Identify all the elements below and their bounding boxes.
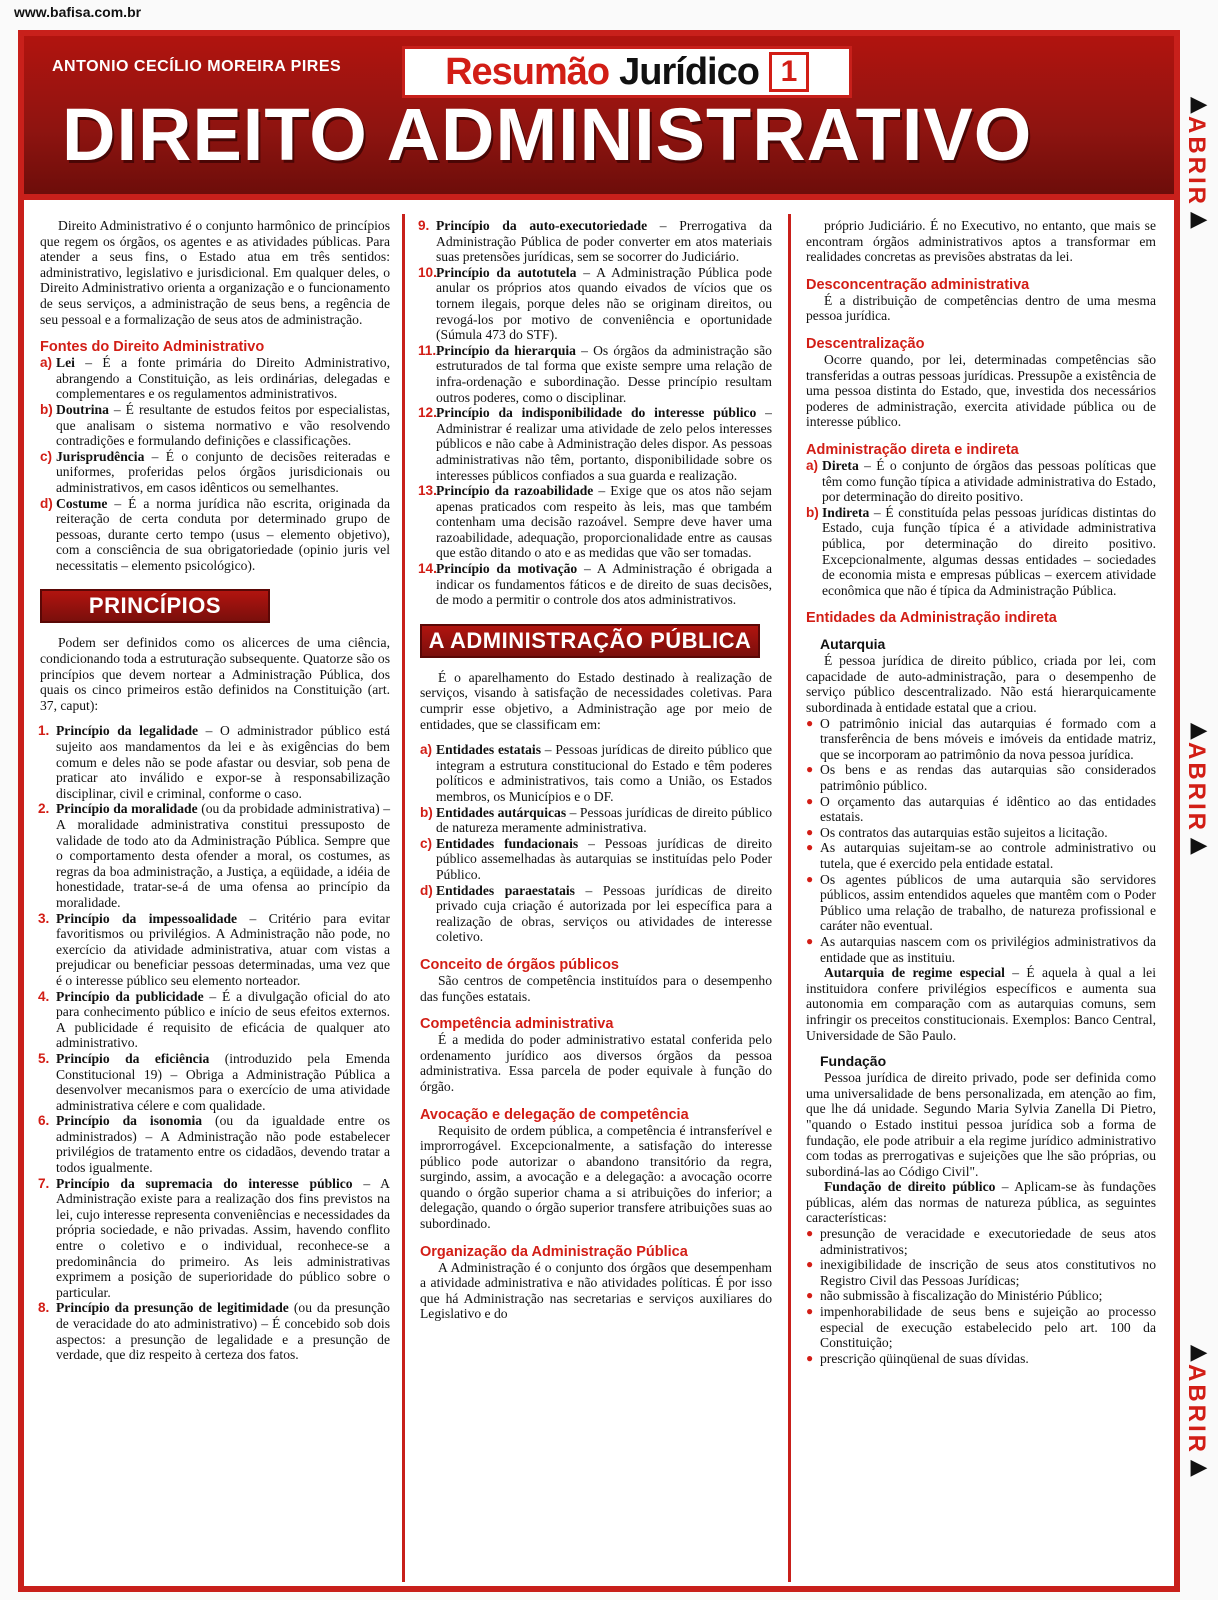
list-item xyxy=(420,742,772,804)
fundacao-publico-term: Fundação de direito público xyxy=(824,1179,996,1195)
bullet-item: ● Os agentes públicos de uma autarquia são servidores públicos, assim entendidos aqueles que mantêm com o Poder Público uma relação de trabalho, de natureza profissional e caráter não eventual. xyxy=(806,872,1156,934)
bullet-item: ● presunção de veracidade e executoriedade de seus atos administrativos; xyxy=(806,1226,1156,1257)
item-label: 6. xyxy=(38,1113,50,1129)
item-description: – É a divulgação oficial do ato para conhecimento público e início de seus efeitos externos. A publicidade é requisito de eficácia de qualquer ato administrativo. xyxy=(56,988,390,1051)
item-description: – É o conjunto de órgãos das pessoas políticas que têm como função típica a atividade administrativa do Estado, por determinação do direito positivo. xyxy=(822,457,1156,505)
side-tab-top[interactable] xyxy=(1182,92,1216,231)
side-label: ABRIR xyxy=(1183,742,1210,833)
bullet-item: ● Os contratos das autarquias estão sujeitos a licitação. xyxy=(806,825,1156,841)
principios-list-continued xyxy=(420,218,772,608)
item-term: Doutrina xyxy=(56,401,109,417)
item-description: – Pessoas jurídicas de direito público que integram a estrutura constitucional do Estado e têm poderes políticos e administrativos, tais como a União, os Estados membros, os Municípios e o DF. xyxy=(436,742,773,804)
intro-paragraph: Direito Administrativo é o conjunto harmônico de princípios que regem os órgãos, os agentes e as atividades públicas. Para atender a seus fins, o Estado atua em três sentidos: administrativo, legislativo e jurisdicional. Em qualquer deles, o Direito Administrativo orienta a organização e o funcionamento de seus serviços, a administração de seus bens, a regência de seu pessoal e a formalização de seus atos de administração. xyxy=(40,218,390,327)
item-label: 3. xyxy=(38,910,50,926)
site-url: www.bafisa.com.br xyxy=(14,4,142,20)
bullet-item: ● inexigibilidade de inscrição de seus atos constitutivos no Registro Civil das Pessoas Jurídicas; xyxy=(806,1257,1156,1288)
bullet-item: ● O orçamento das autarquias é idêntico ao das entidades estatais. xyxy=(806,794,1156,825)
item-label: 4. xyxy=(38,988,50,1004)
item-term: Direta xyxy=(822,457,859,473)
item-term: Princípio da autotutela xyxy=(436,264,577,280)
section-banner-administracao: A ADMINISTRAÇÃO PÚBLICA xyxy=(420,624,760,658)
item-label: 14. xyxy=(418,561,437,577)
item-description: – Pessoas jurídicas de direito público de natureza meramente administrativa. xyxy=(436,804,772,836)
volume-number: 1 xyxy=(769,52,809,92)
side-tab-middle[interactable] xyxy=(1182,718,1216,857)
item-label: a) xyxy=(420,742,433,758)
item-label: 9. xyxy=(418,218,430,233)
item-term: Entidades paraestatais xyxy=(436,882,575,898)
bullet-item: ● prescrição qüinqüenal de suas dívidas. xyxy=(806,1351,1156,1367)
item-description: (introduzido pela Emenda Constitucional 19) – Obriga a Administração Pública a desenvolver mecanismos para o exercício de uma atividade administrativa célere e com qualidade. xyxy=(56,1050,391,1113)
list-item xyxy=(420,883,772,945)
item-description: – A Administração existe para a realização dos fins previstos na lei, cujo interesse representa conveniências e necessidades da própria sociedade, e não privadas. Assim, havendo conflito entre o coletivo e o individual, reconhece-se a predominância do primeiro. As leis administrativas exprimem a posição de superioridade do público sobre o particular. xyxy=(56,1175,390,1300)
item-term: Princípio da impessoalidade xyxy=(56,910,238,926)
fontes-list xyxy=(40,355,390,573)
item-term: Princípio da eficiência xyxy=(56,1050,210,1066)
item-label: 2. xyxy=(38,801,50,817)
arrow-right-icon: ▶ xyxy=(1190,1339,1208,1364)
list-item xyxy=(40,1176,390,1301)
side-tab-bottom[interactable] xyxy=(1182,1340,1216,1479)
item-label: b) xyxy=(420,804,433,820)
arrow-right-icon: ▶ xyxy=(1190,832,1208,857)
arrow-right-icon: ▶ xyxy=(1190,717,1208,742)
item-description: – É o conjunto de decisões reiteradas e uniformes, proferidas pelos órgãos jurisdicionais ou administrativos, em casos idênticos ou semelhantes. xyxy=(56,448,390,495)
item-term: Princípio da legalidade xyxy=(56,723,199,739)
item-label: 5. xyxy=(38,1050,50,1066)
author-name: ANTONIO CECÍLIO MOREIRA PIRES xyxy=(52,58,342,75)
item-label: 10. xyxy=(418,264,437,280)
section-heading: Conceito de órgãos públicos xyxy=(420,956,619,973)
item-term: Princípio da motivação xyxy=(436,561,578,577)
item-description: – A Administração Pública pode anular os próprios atos quando eivados de vícios que os tornem ilegais, porque deles não se originam direitos, ou revogá-los por motivo de conveniência e oportunidade (Súmula 473 do STF). xyxy=(436,264,772,343)
subheading-fundacao: Fundação xyxy=(820,1053,887,1070)
bullet-item: ● não submissão à fiscalização do Ministério Público; xyxy=(806,1288,1156,1304)
item-description: – É a fonte primária do Direito Administrativo, abrangendo a Constituição, as leis ordinárias, delegadas e complementares e os regulamentos administrativos. xyxy=(56,355,390,402)
regime-especial-paragraph: Autarquia de regime especial – É aquela à qual a lei instituidora confere privilégios específicos e aumenta sua autonomia em comparação com as autarquias comuns, sem infringir os preceitos constitucionais. Exemplos: Banco Central, Universidade de São Paulo. xyxy=(806,965,1156,1043)
column-divider xyxy=(402,214,405,1582)
principios-list xyxy=(40,723,390,1362)
administracao-intro: É o aparelhamento do Estado destinado à realização de serviços, visando à satisfação de necessidades coletivas. Para cumprir esse objetivo, a Administração age por meio de entidades, que se classificam em: xyxy=(420,669,772,732)
list-item xyxy=(420,483,772,561)
item-label: c) xyxy=(420,835,433,851)
direta-indireta-list xyxy=(806,458,1156,598)
section-heading: Organização da Administração Pública xyxy=(420,1243,688,1260)
item-description: – Prerrogativa da Administração Pública de poder converter em atos materiais suas pretensões jurídicas, sem se socorrer do Judiciário. xyxy=(436,218,772,265)
item-label: 12. xyxy=(418,405,437,421)
subheading-autarquia: Autarquia xyxy=(820,636,886,653)
list-item xyxy=(40,723,390,801)
organizacao-paragraph: A Administração é o conjunto dos órgãos que desempenham a atividade administrativa e não atividades políticas. É por isso que há Administração nas secretarias e serviços auxiliares do Legislativo e do xyxy=(420,1259,772,1322)
arrow-right-icon: ▶ xyxy=(1190,91,1208,116)
item-term: Costume xyxy=(56,495,108,511)
item-term: Princípio da auto-executoriedade xyxy=(436,218,648,233)
brand-juridico: Jurídico xyxy=(619,50,759,93)
arrow-right-icon: ▶ xyxy=(1190,1454,1208,1479)
section-heading: Administração direta e indireta xyxy=(806,441,1019,458)
item-description: – É resultante de estudos feitos por especialistas, que analisam o sistema normativo e vão resolvendo contradições e formulando definições e classificações. xyxy=(56,401,390,449)
item-description: (ou da igualdade entre os administrados) – A Administração não pode estabelecer privilégios de tratamento entre os cidadãos, devendo tratar a todos igualmente. xyxy=(56,1113,391,1176)
side-label: ABRIR xyxy=(1183,116,1210,207)
list-item xyxy=(40,1300,390,1362)
principios-intro: Podem ser definidos como os alicerces de uma ciência, condicionando toda a estruturação subsequente. Quatorze são os princípios que devem nortear a Administração Pública, dos quais os cinco primeiros estão definidos na Constituição (art. 37, caput): xyxy=(40,635,390,713)
header-banner xyxy=(18,30,1180,200)
item-label: 7. xyxy=(38,1175,50,1191)
item-description: – A Administração é obrigada a indicar os fundamentos fáticos e de direito de suas decisões, de modo a permitir o controle dos atos administrativos. xyxy=(436,561,772,608)
item-term: Indireta xyxy=(822,504,870,520)
item-label: b) xyxy=(806,504,819,520)
desconcentracao-paragraph: É a distribuição de competências dentro de uma mesma pessoa jurídica. xyxy=(806,292,1156,324)
item-term: Princípio da indisponibilidade do interesse público xyxy=(436,405,757,421)
item-description: (ou da probidade administrativa) – A moralidade administrativa constitui pressuposto de validade de todo ato da Administração Pública. Sempre que o comportamento desta ofender a moral, os costumes, as regras da boa administração, a Justiça, a eqüidade, a idéia de honestidade, tratar-se-á de uma ofensa ao princípio da moralidade. xyxy=(56,801,390,910)
list-item xyxy=(40,496,390,574)
list-item xyxy=(420,343,772,405)
list-item xyxy=(420,218,772,265)
column-1 xyxy=(40,218,390,1363)
bullet-item: ● impenhorabilidade de seus bens e sujeição ao processo especial de execução estabelecido pelo art. 100 da Constituição; xyxy=(806,1304,1156,1351)
descentralizacao-paragraph: Ocorre quando, por lei, determinadas competências são transferidas a outras pessoas jurídicas. Pressupõe a existência de uma pessoa distinta do Estado, que, investida dos necessários poderes de administração, exercita atividade pública ou de interesse público. xyxy=(806,351,1156,430)
item-term: Entidades fundacionais xyxy=(436,835,579,851)
item-label: d) xyxy=(40,495,53,511)
column-2 xyxy=(420,218,772,1322)
item-term: Princípio da isonomia xyxy=(56,1113,203,1129)
section-heading: Desconcentração administrativa xyxy=(806,276,1030,293)
side-label: ABRIR xyxy=(1183,1364,1210,1455)
item-label: 13. xyxy=(418,483,437,499)
item-label: b) xyxy=(40,401,53,417)
list-item xyxy=(40,402,390,449)
bullet-item: ● As autarquias nascem com os privilégios administrativos da entidade que as instituiu. xyxy=(806,934,1156,965)
column-3 xyxy=(806,218,1156,1366)
list-item xyxy=(40,449,390,496)
brand-logo xyxy=(402,46,852,98)
bullet-item: ● O patrimônio inicial das autarquias é formado com a transferência de bens móveis e imóveis da entidade matriz, que se incorporam ao patrimônio da nova pessoa jurídica. xyxy=(806,716,1156,763)
list-item xyxy=(420,405,772,483)
item-label: 11. xyxy=(418,342,437,358)
competencia-paragraph: É a medida do poder administrativo estatal conferida pelo ordenamento jurídico aos diversos órgãos da pessoa administrativa. Essa parcela de poder equivale à função do órgão. xyxy=(420,1032,772,1094)
item-term: Princípio da moralidade xyxy=(56,801,198,817)
item-label: 8. xyxy=(38,1300,50,1316)
item-description: (ou da presunção de veracidade do ato administrativo) – É concebido sob dois aspectos: a presunção de legalidade e a presunção de verdade, que diz respeito à certeza dos fatos. xyxy=(56,1300,390,1363)
avocacao-paragraph: Requisito de ordem pública, a competência é intransferível e improrrogável. Excepcionalmente, a satisfação do interesse público pode autorizar o abandono transitório da regra, surgindo, assim, a avocação e a delegação: a avocação ocorre quando o órgão superior chama a si atribuições do inferior; a delegação, quando o órgão superior transfere atribuições suas ao subordinado. xyxy=(420,1122,772,1232)
item-label: a) xyxy=(40,355,53,371)
list-item xyxy=(40,1113,390,1175)
list-item xyxy=(40,355,390,402)
list-item xyxy=(420,836,772,883)
section-heading: Fontes do Direito Administrativo xyxy=(40,339,265,356)
item-description: – Critério para evitar favoritismos ou privilégios. A Administração não pode, no exercício da atividade administrativa, atuar com vistas a prejudicar ou beneficiar pessoas determinadas, uma vez que é o interesse público seu elemento norteador. xyxy=(56,910,390,988)
arrow-right-icon: ▶ xyxy=(1190,206,1208,231)
fundacao-paragraph: Pessoa jurídica de direito privado, pode ser definida como uma universalidade de bens personalizada, em atenção ao fim, que lhe dá unidade. Segundo Maria Sylvia Zanella Di Pietro, "quando o Estado institui pessoa jurídica sob a forma de fundação, ele pode atribuir a ela regime jurídico administrativo com todas as prerrogativas e sujeições que lhe são próprias, ou subordiná-las ao Código Civil". xyxy=(806,1070,1156,1179)
item-description: – É constituída pelas pessoas jurídicas distintas do Estado, cuja função típica é a atividade administrativa pública, por determinação do direito positivo. Excepcionalmente, algumas dessas entidades – sociedades de economia mista e empresas públicas – exercem atividade econômica que não é típica da Administração Pública. xyxy=(822,504,1156,598)
item-term: Princípio da publicidade xyxy=(56,988,204,1004)
continuation-paragraph: próprio Judiciário. É no Executivo, no entanto, que mais se encontram órgãos administrativos aptos a transformar em realidades concretas as previsões abstratas da lei. xyxy=(806,218,1156,265)
item-term: Lei xyxy=(56,355,75,371)
list-item xyxy=(420,805,772,836)
entidades-list xyxy=(420,742,772,945)
item-term: Princípio da hierarquia xyxy=(436,342,576,358)
item-term: Jurisprudência xyxy=(56,448,145,464)
item-description: – Exige que os atos não sejam apenas praticados com respeito às leis, mas que também contenham uma decisão razoável. Sempre deve haver uma razoabilidade, adequação, proporcionalidade entre as causas que estão ditando o ato e as medidas que vão ser tomadas. xyxy=(436,483,772,561)
list-item xyxy=(420,265,772,343)
item-description: – O administrador público está sujeito aos mandamentos da lei e às exigências do bem comum e deles não se pode afastar ou desviar, sob pena de praticar ato inválido e expor-se à responsabilização disciplinar, civil e criminal, conforme o caso. xyxy=(56,723,390,801)
item-description: – É a norma jurídica não escrita, originada da reiteração de certa conduta por determinado grupo de pessoas, durante certo tempo (usus – elemento objetivo), com a consciência de sua obrigatoriedade (opinio juris vel necessitatis – elemento psicológico). xyxy=(56,495,390,573)
section-banner-principios: PRINCÍPIOS xyxy=(40,589,270,623)
item-description: – Os órgãos da administração são estruturados de tal forma que existe sempre uma relação de infra-ordenação e subordinação. Desse princípio resultam outros poderes, como o disciplinar. xyxy=(436,342,772,405)
regime-especial-term: Autarquia de regime especial xyxy=(824,965,1005,981)
item-label: a) xyxy=(806,457,819,473)
item-term: Entidades estatais xyxy=(436,742,541,758)
list-item xyxy=(420,561,772,608)
item-label: 1. xyxy=(38,723,50,739)
item-description: – Pessoas jurídicas de direito público assemelhadas às autarquias se instituídas pelo Poder Público. xyxy=(436,835,772,882)
bullet-item: ● As autarquias sujeitam-se ao controle administrativo ou tutela, que é exercido pela entidade estatal. xyxy=(806,840,1156,871)
section-heading: Avocação e delegação de competência xyxy=(420,1106,689,1123)
fundacao-publico-paragraph: Fundação de direito público – Aplicam-se às fundações públicas, além das normas de natureza pública, as seguintes características: xyxy=(806,1179,1156,1226)
section-heading: Descentralização xyxy=(806,335,925,352)
bullet-item: ● Os bens e as rendas das autarquias são considerados patrimônio público. xyxy=(806,762,1156,793)
item-description: – Pessoas jurídicas de direito privado cuja criação é autorizada por lei específica para a realização de obras, serviços ou atividades de interesse coletivo. xyxy=(436,882,772,945)
item-term: Entidades autárquicas xyxy=(436,804,567,820)
list-item xyxy=(40,801,390,910)
page-title: DIREITO ADMINISTRATIVO xyxy=(62,93,1033,176)
item-label: c) xyxy=(40,448,53,464)
item-description: – Administrar é realizar uma atividade de zelo pelos interesses públicos e não cabe à Administração deles dispor. As pessoas administrativas não têm, portanto, disponibilidade sobre os interesses públicos confiados a sua guarda e realização. xyxy=(436,405,772,483)
list-item xyxy=(40,1051,390,1113)
list-item xyxy=(40,989,390,1051)
autarquia-bullets xyxy=(806,716,1156,966)
item-term: Princípio da razoabilidade xyxy=(436,483,594,499)
list-item xyxy=(40,911,390,989)
orgaos-paragraph: São centros de competência instituídos para o desempenho das funções estatais. xyxy=(420,972,772,1004)
fundacao-bullets xyxy=(806,1226,1156,1366)
column-divider xyxy=(788,214,791,1582)
list-item xyxy=(806,505,1156,599)
item-label: d) xyxy=(420,882,433,898)
list-item xyxy=(806,458,1156,505)
autarquia-paragraph: É pessoa jurídica de direito público, criada por lei, com capacidade de auto-administração, para o desempenho de serviço público descentralizado. Não está hierarquicamente subordinada à entidade estatal que a criou. xyxy=(806,653,1156,716)
item-term: Princípio da supremacia do interesse público xyxy=(56,1175,353,1191)
section-heading: Entidades da Administração indireta xyxy=(806,610,1057,627)
section-heading: Competência administrativa xyxy=(420,1016,614,1033)
item-term: Princípio da presunção de legitimidade xyxy=(56,1300,289,1316)
brand-resumao: Resumão xyxy=(445,50,610,93)
